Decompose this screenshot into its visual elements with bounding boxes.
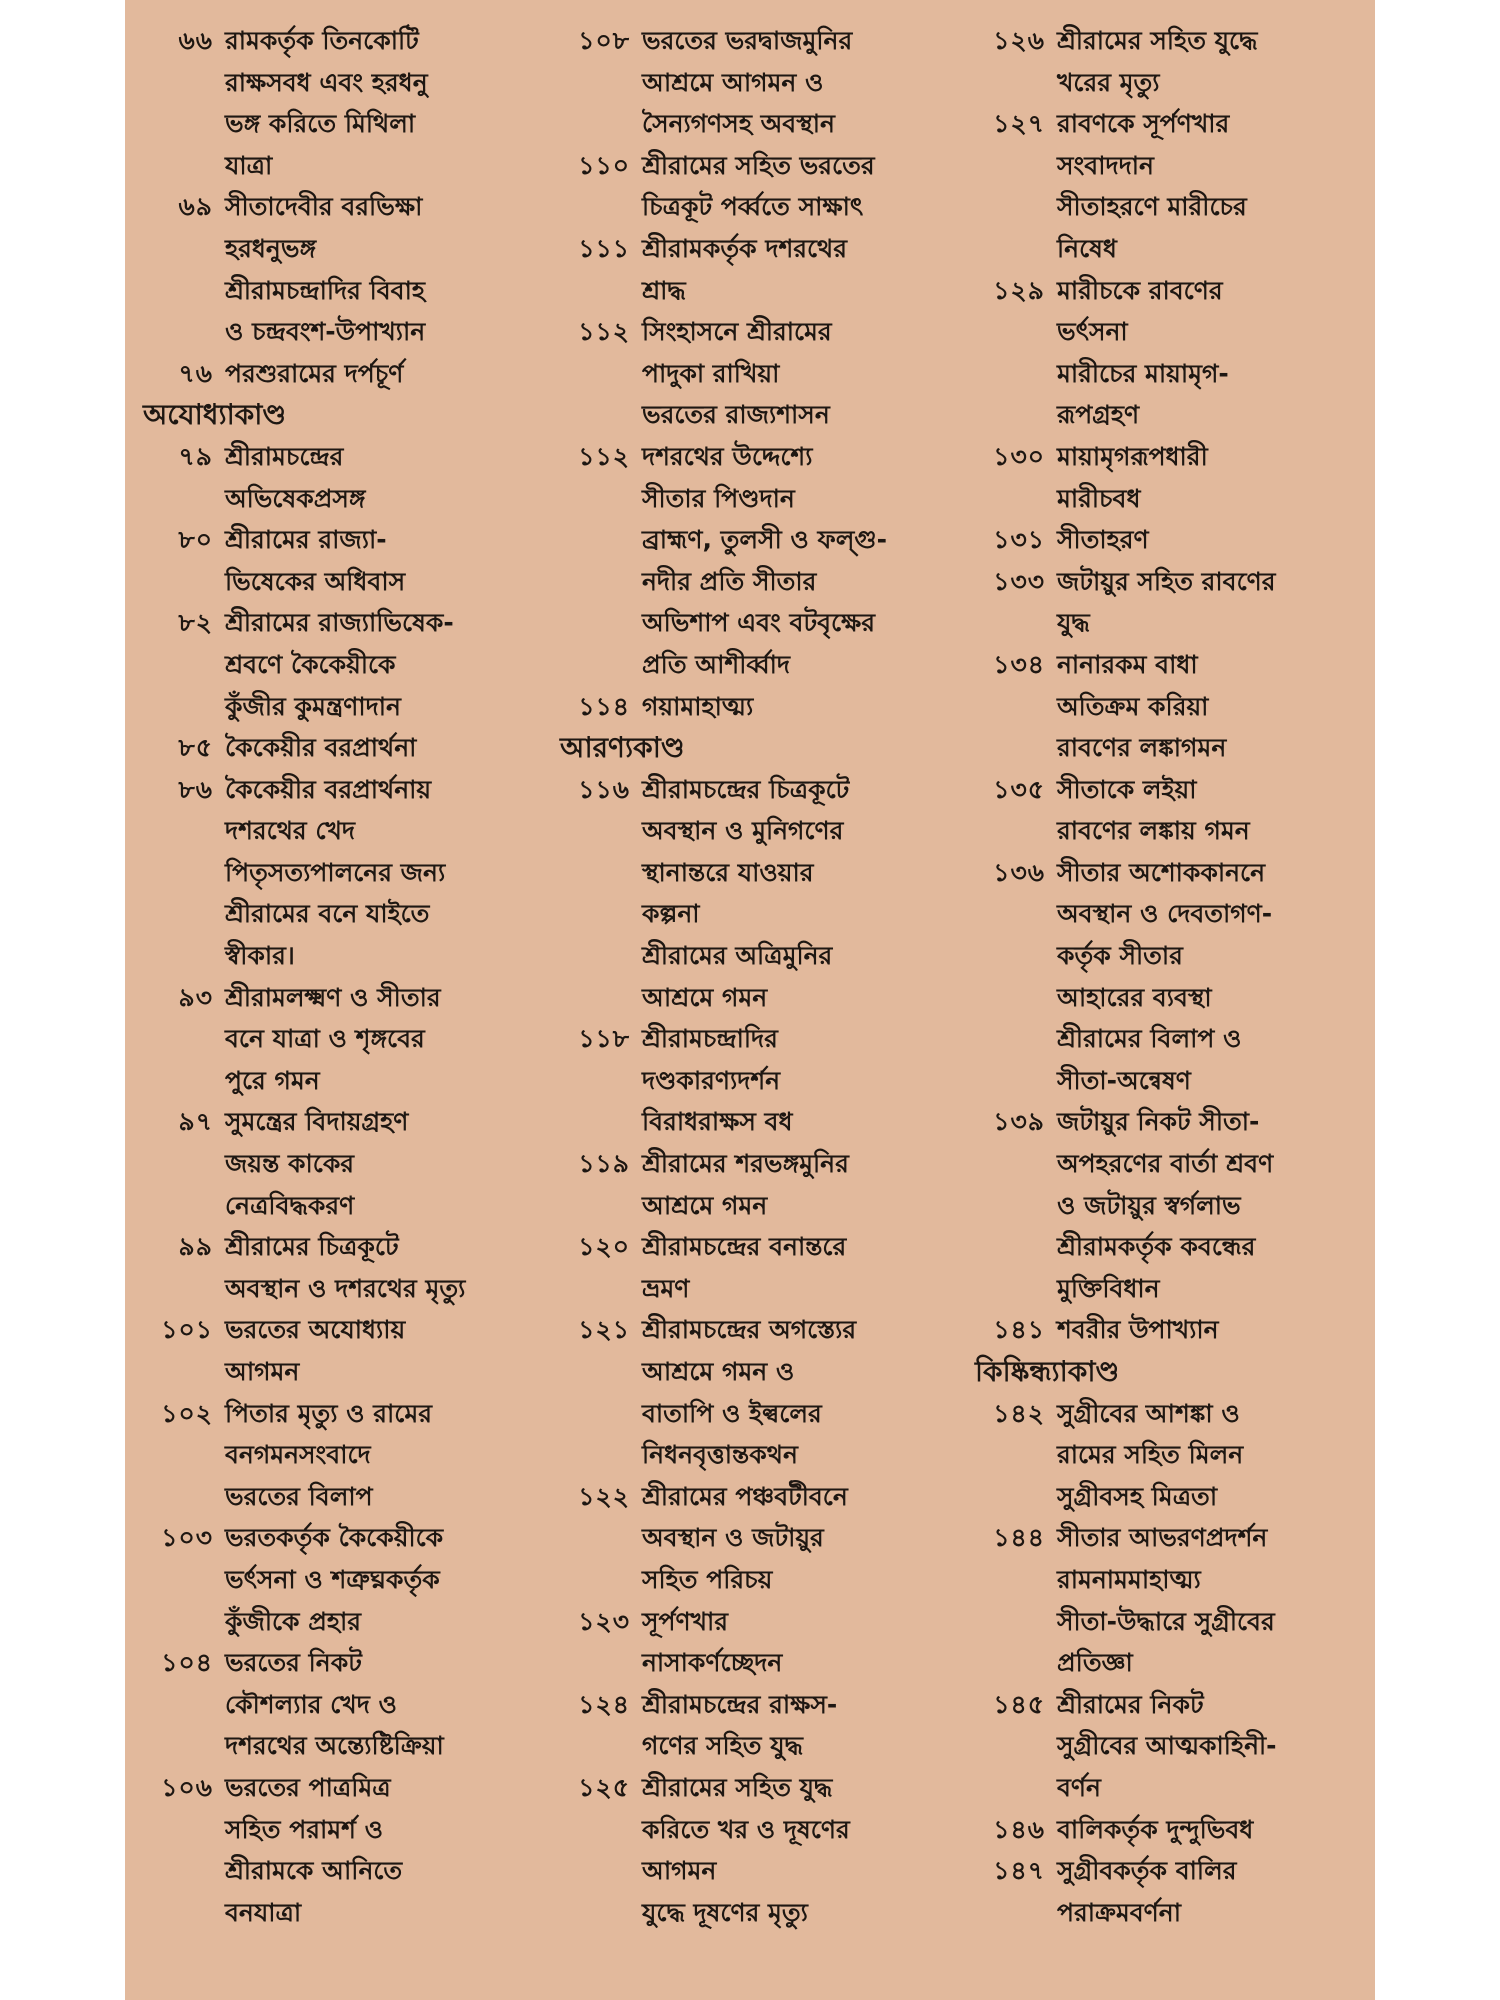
toc-entry: [143, 1517, 543, 1642]
toc-entry: [560, 686, 960, 728]
page-number: ১৩১: [993, 525, 1045, 555]
page-number: ১১০: [578, 150, 630, 180]
toc-entry: [143, 1642, 543, 1767]
entry-title: জটায়ুর সহিত রাবণের যুদ্ধ: [1057, 566, 1276, 638]
toc-entry: [560, 311, 960, 436]
entry-title: সীতাকে লইয়া রাবণের লঙ্কায় গমন: [1057, 774, 1250, 846]
page-number: ১০২: [161, 1398, 213, 1428]
entry-title: সীতাদেবীর বরভিক্ষা হরধনুভঙ্গ শ্রীরামচন্দ্রাদির বিবাহ ও চন্দ্রবংশ-উপাখ্যান: [225, 192, 426, 347]
page-number: ১১১: [578, 233, 630, 263]
toc-column-1: [143, 20, 543, 1933]
toc-entry: [143, 20, 543, 186]
toc-entry: [975, 519, 1370, 561]
entry-title: সুমন্ত্রের বিদায়গ্রহণ জয়ন্ত কাকের নেত্রবিদ্ধকরণ: [225, 1107, 409, 1220]
toc-entry: [143, 1309, 543, 1392]
page-number: ১১৬: [578, 774, 630, 804]
entry-title: শ্রীরামের রাজ্যা- ভিষেকের অধিবাস: [225, 525, 406, 596]
entry-title: সুগ্রীবকর্তৃক বালির পরাক্রমবর্ণনা: [1057, 1856, 1237, 1927]
toc-entry: [560, 1309, 960, 1475]
page-number: ৮০: [178, 525, 213, 555]
entry-title: শ্রীরামচন্দ্রের বনান্তরে ভ্রমণ: [642, 1232, 847, 1303]
page-number: ৭৬: [178, 358, 213, 388]
entry-title: শ্রীরামের নিকট সুগ্রীবের আত্মকাহিনী- বর্ণন: [1057, 1689, 1277, 1802]
page-number: ১২০: [578, 1232, 630, 1262]
section-heading: [560, 727, 960, 769]
toc-entry: [975, 561, 1370, 644]
page-number: ১৩৬: [993, 857, 1045, 887]
toc-entry: [143, 1393, 543, 1518]
toc-entry: [560, 1767, 960, 1933]
toc-entry: [560, 228, 960, 311]
toc-entry: [143, 1767, 543, 1933]
section-heading: [975, 1351, 1370, 1393]
page-number: ৮৫: [178, 733, 213, 763]
entry-title: সুগ্রীবের আশঙ্কা ও রামের সহিত মিলন সুগ্রীবসহ মিত্রতা: [1057, 1398, 1244, 1511]
entry-title: মায়ামৃগরূপধারী মারীচবধ: [1057, 441, 1208, 513]
entry-title: মারীচকে রাবণের ভর্ৎসনা মারীচের মায়ামৃগ- রূপগ্রহণ: [1057, 275, 1229, 430]
entry-title: ভরতের ভরদ্বাজমুনির আশ্রমে আগমন ও সৈন্যগণসহ অবস্থান: [642, 26, 853, 139]
toc-entry: [560, 1226, 960, 1309]
entry-title: সীতার অশোককাননে অবস্থান ও দেবতাগণ- কর্তৃক সীতার আহারের ব্যবস্থা শ্রীরামের বিলাপ ও সীতা-অন্বেষণ: [1057, 857, 1273, 1095]
page-number: ৮২: [178, 608, 213, 638]
page-number: ১২৩: [578, 1606, 630, 1636]
toc-entry: [560, 145, 960, 228]
toc-entry: [560, 436, 960, 686]
section-title: কিষ্কিন্ধ্যাকাণ্ড: [975, 1355, 1120, 1388]
page-number: ৯৩: [178, 982, 213, 1012]
toc-column-2: [560, 20, 960, 1933]
page-number: ১৩৩: [993, 566, 1045, 596]
toc-entry: [143, 436, 543, 519]
entry-title: শ্রীরামের পঞ্চবটীবনে অবস্থান ও জটায়ুর সহিত পরিচয়: [642, 1481, 848, 1594]
entry-title: শ্রীরামলক্ষ্মণ ও সীতার বনে যাত্রা ও শৃঙ্গবের পুরে গমন: [225, 982, 441, 1095]
toc-entry: [975, 20, 1370, 103]
page-number: ১২১: [578, 1315, 630, 1345]
section-heading: [143, 394, 543, 436]
toc-entry: [143, 519, 543, 602]
entry-title: সীতার আভরণপ্রদর্শন রামনামমাহাত্ম্য সীতা-উদ্ধারে সুগ্রীবের প্রতিজ্ঞা: [1057, 1523, 1275, 1678]
page-number: ৬৬: [178, 26, 213, 55]
entry-title: শবরীর উপাখ্যান: [1057, 1315, 1219, 1345]
toc-entry: [975, 1393, 1370, 1518]
entry-title: শ্রীরামচন্দ্রের অগস্ত্যের আশ্রমে গমন ও বাতাপি ও ইল্বলের নিধনবৃত্তান্তকথন: [642, 1315, 857, 1470]
entry-title: শ্রীরামের চিত্রকূটে অবস্থান ও দশরথের মৃত্যু: [225, 1232, 466, 1303]
toc-entry: [143, 727, 543, 769]
toc-entry: [143, 353, 543, 395]
entry-title: পিতার মৃত্যু ও রামের বনগমনসংবাদে ভরতের বিলাপ: [225, 1398, 432, 1511]
page-number: ১১৮: [578, 1024, 630, 1054]
toc-entry: [560, 1601, 960, 1684]
page-number: ১২৯: [993, 275, 1045, 305]
toc-entry: [560, 1143, 960, 1226]
toc-entry: [975, 644, 1370, 769]
toc-entry: [560, 1476, 960, 1601]
toc-entry: [975, 1850, 1370, 1933]
entry-title: কৈকেয়ীর বরপ্রার্থনায় দশরথের খেদ পিতৃসত্যপালনের জন্য শ্রীরামের বনে যাইতে স্বীকার।: [225, 774, 446, 971]
page-number: ১৩৪: [993, 649, 1045, 679]
page-number: ১২৫: [578, 1772, 630, 1802]
page-number: ১৪৫: [993, 1689, 1045, 1719]
entry-title: শ্রীরামচন্দ্রের অভিষেকপ্রসঙ্গ: [225, 441, 366, 513]
toc-entry: [143, 602, 543, 727]
page-number: ১১৯: [578, 1149, 630, 1179]
entry-title: শ্রীরামের সহিত যুদ্ধ করিতে খর ও দূষণের আগমন যুদ্ধে দূষণের মৃত্যু: [642, 1772, 850, 1927]
page-number: ৯৭: [178, 1107, 213, 1137]
toc-entry: [560, 769, 960, 1019]
entry-title: শ্রীরামচন্দ্রের রাক্ষস- গণের সহিত যুদ্ধ: [642, 1689, 838, 1761]
page-number: ৭৯: [178, 441, 213, 471]
entry-title: ভরতের নিকট কৌশল্যার খেদ ও দশরথের অন্ত্যেষ্টিক্রিয়া: [225, 1648, 444, 1761]
entry-title: শ্রীরামচন্দ্রের চিত্রকূটে অবস্থান ও মুনিগণের স্থানান্তরে যাওয়ার কল্পনা শ্রীরামের অত্রিমুনির আশ্রমে গমন: [642, 774, 850, 1012]
page-number: ১৪৪: [993, 1523, 1045, 1553]
section-title: অযোধ্যাকাণ্ড: [143, 398, 287, 432]
toc-entry: [143, 769, 543, 977]
entry-title: শ্রীরামকর্তৃক দশরথের শ্রাদ্ধ: [642, 233, 847, 305]
toc-entry: [975, 103, 1370, 269]
page-number: ১০৪: [161, 1648, 213, 1678]
page-number: ১৩৫: [993, 774, 1045, 804]
book-page: [125, 0, 1375, 2000]
toc-entry: [975, 1809, 1370, 1851]
page-number: ১৩৯: [993, 1107, 1045, 1137]
entry-title: সিংহাসনে শ্রীরামের পাদুকা রাখিয়া ভরতের রাজ্যশাসন: [642, 317, 832, 430]
toc-entry: [975, 1517, 1370, 1683]
page-number: ৮৬: [178, 774, 213, 804]
entry-title: দশরথের উদ্দেশ্যে সীতার পিণ্ডদান ব্রাহ্মণ, তুলসী ও ফল্গু- নদীর প্রতি সীতার অভিশাপ এবং বটবৃক্ষের প্রতি আশীর্ব্বাদ: [642, 441, 887, 679]
entry-title: রাবণকে সূর্পণখার সংবাদদান সীতাহরণে মারীচের নিষেধ: [1057, 109, 1247, 263]
page-number: ১৪১: [993, 1315, 1045, 1345]
entry-title: গয়ামাহাত্ম্য: [642, 691, 754, 721]
toc-entry: [560, 20, 960, 145]
page-number: ৯৯: [178, 1232, 213, 1262]
entry-title: জটায়ুর নিকট সীতা- অপহরণের বার্তা শ্রবণ ও জটায়ুর স্বর্গলাভ শ্রীরামকর্তৃক কবন্ধের মুক্তিবিধান: [1057, 1107, 1274, 1303]
entry-title: শ্রীরামের শরভঙ্গমুনির আশ্রমে গমন: [642, 1149, 849, 1220]
toc-entry: [143, 977, 543, 1102]
toc-entry: [975, 1101, 1370, 1309]
toc-entry: [975, 1309, 1370, 1351]
page-number: ১৪৬: [993, 1814, 1045, 1844]
entry-title: সীতাহরণ: [1057, 525, 1149, 555]
toc-column-3: [975, 20, 1370, 1933]
toc-entry: [560, 1018, 960, 1143]
toc-entry: [560, 1684, 960, 1767]
toc-entry: [975, 436, 1370, 519]
page-number: ১১২: [578, 317, 630, 347]
page-number: ১১২: [578, 441, 630, 471]
section-title: আরণ্যকাণ্ড: [560, 731, 685, 765]
toc-entry: [143, 186, 543, 352]
page-number: ১২৭: [993, 109, 1045, 139]
entry-title: কৈকেয়ীর বরপ্রার্থনা: [225, 733, 417, 763]
toc-entry: [143, 1226, 543, 1309]
entry-title: পরশুরামের দর্পচূর্ণ: [225, 358, 404, 388]
page-number: ১২৬: [993, 26, 1045, 55]
entry-title: শ্রীরামচন্দ্রাদির দণ্ডকারণ্যদর্শন বিরাধরাক্ষস বধ: [642, 1024, 793, 1137]
page-number: ৬৯: [178, 192, 213, 222]
page-number: ১০৮: [578, 26, 630, 55]
entry-title: ভরতের পাত্রমিত্র সহিত পরামর্শ ও শ্রীরামকে আনিতে বনযাত্রা: [225, 1772, 403, 1927]
page-number: ১২২: [578, 1481, 630, 1511]
page-number: ১০৩: [161, 1523, 213, 1553]
toc-entry: [975, 1684, 1370, 1809]
page-number: ১৪৭: [993, 1856, 1045, 1886]
toc-entry: [975, 270, 1370, 436]
toc-entry: [975, 852, 1370, 1102]
page-number: ১৪২: [993, 1398, 1045, 1428]
page-number: ১০১: [161, 1315, 213, 1345]
toc-entry: [143, 1101, 543, 1226]
entry-title: সূর্পণখার নাসাকর্ণচ্ছেদন: [642, 1606, 783, 1678]
entry-title: শ্রীরামের রাজ্যাভিষেক- শ্রবণে কৈকেয়ীকে কুঁজীর কুমন্ত্রণাদান: [225, 608, 454, 721]
page-number: ১২৪: [578, 1689, 630, 1719]
entry-title: ভরতকর্তৃক কৈকেয়ীকে ভর্ৎসনা ও শত্রুঘ্নকর্তৃক কুঁজীকে প্রহার: [225, 1523, 444, 1636]
page-number: ১১৪: [578, 691, 630, 721]
toc-entry: [975, 769, 1370, 852]
entry-title: শ্রীরামের সহিত ভরতের চিত্রকূট পর্ব্বতে সাক্ষাৎ: [642, 150, 875, 222]
entry-title: নানারকম বাধা অতিক্রম করিয়া রাবণের লঙ্কাগমন: [1057, 649, 1227, 763]
entry-title: ভরতের অযোধ্যায় আগমন: [225, 1315, 406, 1386]
page-number: ১৩০: [993, 441, 1045, 471]
page-number: ১০৬: [161, 1772, 213, 1802]
entry-title: শ্রীরামের সহিত যুদ্ধে খরের মৃত্যু: [1057, 26, 1258, 97]
entry-title: রামকর্তৃক তিনকোটি রাক্ষসবধ এবং হরধনু ভঙ্গ করিতে মিথিলা যাত্রা: [225, 26, 428, 180]
entry-title: বালিকর্তৃক দুন্দুভিবধ: [1057, 1814, 1254, 1844]
